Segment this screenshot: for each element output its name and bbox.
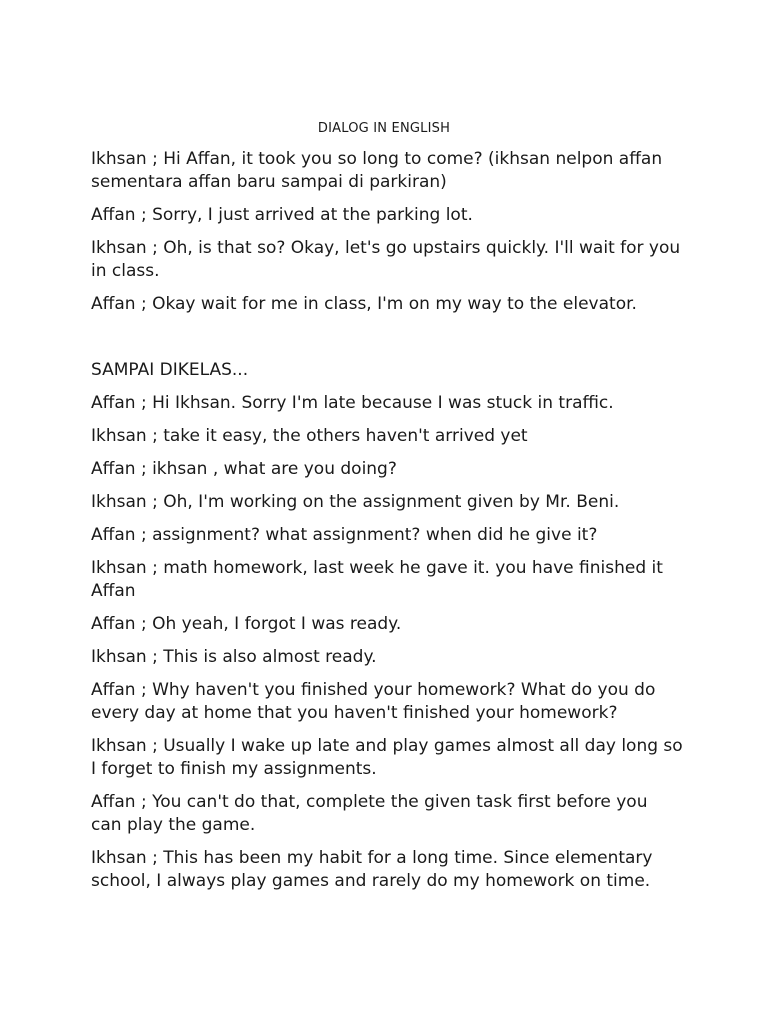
dialog-line: Affan ; Why haven't you finished your homework? What do you do every day at home that you haven't finished your homework? xyxy=(91,680,656,723)
dialog-line: Affan ; Oh yeah, I forgot I was ready. xyxy=(91,614,402,634)
dialog-line: Ikhsan ; This is also almost ready. xyxy=(91,647,377,667)
dialog-line: Ikhsan ; math homework, last week he gave it. you have finished it Affan xyxy=(91,558,663,601)
dialog-line: Ikhsan ; Hi Affan, it took you so long to come? (ikhsan nelpon affan sementara affan baru sampai di parkiran) xyxy=(91,149,663,192)
dialog-line: Ikhsan ; take it easy, the others haven't arrived yet xyxy=(91,426,528,446)
dialog-line: Ikhsan ; Usually I wake up late and play games almost all day long so I forget to finish my assignments. xyxy=(91,736,683,779)
dialog-line: Affan ; assignment? what assignment? when did he give it? xyxy=(91,525,598,545)
dialog-line: Ikhsan ; Oh, I'm working on the assignment given by Mr. Beni. xyxy=(91,492,620,512)
dialog-content xyxy=(91,148,683,903)
dialog-line: Ikhsan ; This has been my habit for a long time. Since elementary school, I always play games and rarely do my homework on time. xyxy=(91,848,653,891)
dialog-line: Affan ; Sorry, I just arrived at the parking lot. xyxy=(91,205,473,225)
dialog-line: Affan ; You can't do that, complete the given task first before you can play the game. xyxy=(91,792,648,835)
dialog-line: Affan ; Hi Ikhsan. Sorry I'm late because I was stuck in traffic. xyxy=(91,393,614,413)
section-spacer xyxy=(91,326,683,359)
section-heading: SAMPAI DIKELAS... xyxy=(91,360,249,380)
dialog-line: Affan ; ikhsan , what are you doing? xyxy=(91,459,397,479)
document-title: DIALOG IN ENGLISH xyxy=(317,121,451,136)
dialog-line: Ikhsan ; Oh, is that so? Okay, let's go upstairs quickly. I'll wait for you in class. xyxy=(91,238,681,281)
dialog-line: Affan ; Okay wait for me in class, I'm on my way to the elevator. xyxy=(91,294,637,314)
